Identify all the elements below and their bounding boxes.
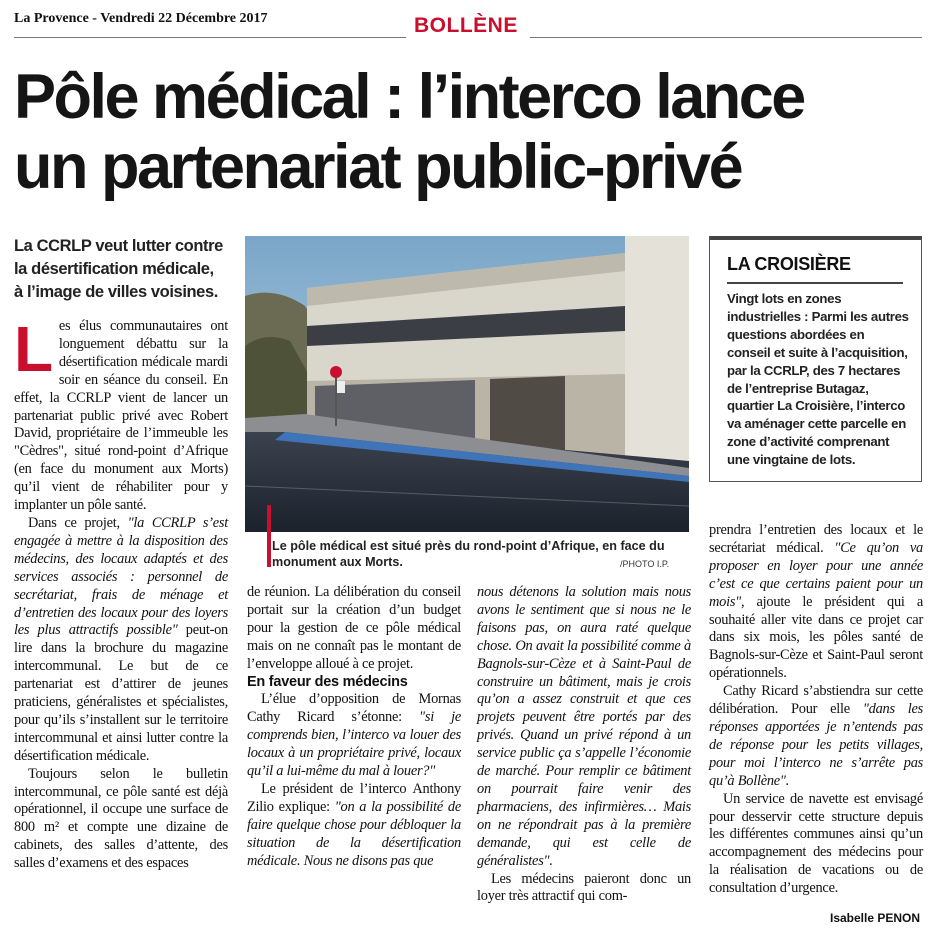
sidebar-box: [709, 236, 922, 482]
lead-line-2: la désertification médicale,: [14, 260, 214, 278]
paragraph: Un service de navette est envisagé pour desservir cette structure depuis les différentes communes ainsi qu’un accompagnement des médecins pour la réalisation de vacations ou de consultation d’urgence.: [709, 790, 923, 897]
headline-line-1: Pôle médical : l’interco lance: [14, 62, 804, 132]
paragraph: Cathy Ricard s’abstiendra sur cette délibération. Pour elle "dans les réponses apportées je n’entends pas de réponse pour les petits villages, pour moi l’interco ne s’arrête pas qu’à Bollène".: [709, 683, 924, 789]
quote: "on a la possibilité de faire quelque chose pour débloquer la situation de la désertification médicale. Nous ne disons pas que: [247, 798, 461, 869]
article-column-1: [14, 313, 229, 873]
sidebar-title: LA CROISIÈRE: [727, 254, 851, 274]
paragraph: de réunion. La délibération du conseil portait sur la création d’un budget pour la gestion de ce pôle médical mais on ne connaît pas le montant de l’enveloppe alloué à ce projet.: [247, 584, 461, 672]
lead-line-1: La CCRLP veut lutter contre: [14, 237, 223, 255]
author-signature: Isabelle PENON: [830, 911, 921, 925]
publication-date: La Provence - Vendredi 22 Décembre 2017: [14, 11, 268, 26]
headline-line-2: un partenariat public-privé: [14, 132, 742, 202]
paragraph: prendra l’entretien des locaux et le secrétariat médical. "Ce qu’on va proposer en loyer pour une année c’est ce que certains paient pour un mois", ajoute le président qui a souhaité aller vite dans ce projet car dans six mois, les pôles santé de Bagnols-sur-Cèze et Saint-Paul seront opérationnels.: [709, 522, 923, 682]
subheading: En faveur des médecins: [247, 673, 408, 690]
quote: "Ce qu’on va proposer en loyer pour une année c’est ce que certains paient pour un mois": [709, 539, 923, 610]
article-column-3: [477, 584, 691, 906]
sidebar-text: Vingt lots en zones industrielles : Parmi les autres questions abordées en conseil et suite à l’acquisition, par la CCRLP, des 7 hectares de l’entreprise Butagaz, quartier La Croisière, l’interco va aménager cette parcelle en zone d’activité comprenant une vingtaine de lots.: [727, 291, 909, 468]
quote: "si je comprends bien, l’interco va louer des locaux à un propriétaire privé, locaux qu’il a lui-même du mal à louer?": [247, 709, 462, 780]
lead-line-3: à l’image de villes voisines.: [14, 283, 218, 301]
caption-accent-bar: [267, 505, 271, 567]
article-column-4: [709, 522, 923, 898]
paragraph: [477, 584, 691, 871]
section-title: BOLLÈNE: [414, 14, 518, 37]
quote: nous détenons la solution mais nous avons le sentiment que si nous ne le faisons pas, on aura raté quelque chose. On avait la possibilité comme à Bagnols-sur-Cèze et à Saint-Paul de construire un bâtiment, mais je crois qu’on a assez construit et que ces projets peuvent être portés par des privés. Quand un privé répond à un service public ça s’appelle l’économie de marché. Pour remplir ce bâtiment on pourrait faire venir des pharmaciens, des infirmières… Mais on ne répondrait pas à la première demande, qui est celle de généralistes".: [477, 584, 691, 869]
sidebar-rule: [727, 282, 903, 284]
lead-paragraph: [14, 235, 236, 304]
header-rule-left: [14, 37, 406, 38]
photo-illustration: [245, 236, 689, 532]
building-photo: [245, 236, 689, 532]
quote: "dans les réponses apportées je n’entends pas de réponse pour les petits villages, pour moi l’interco ne s’arrête pas qu’à Bollène".: [709, 701, 924, 789]
drop-cap: L: [14, 313, 53, 385]
paragraph: Le président de l’interco Anthony Zilio explique: "on a la possibilité de faire quelque chose pour débloquer la situation de la désertification médicale. Nous ne disons pas que: [247, 780, 461, 869]
paragraph: Les médecins paieront donc un loyer très attractif qui com-: [477, 870, 691, 905]
paragraph: L’élue d’opposition de Mornas Cathy Ricard s’étonne: "si je comprends bien, l’interco va louer des locaux à un propriétaire privé, locaux qu’il a lui-même du mal à louer?": [247, 691, 462, 780]
photo-credit: /PHOTO I.P.: [620, 559, 670, 569]
headline: [14, 62, 924, 202]
article-column-2: [247, 584, 461, 871]
header-rule-right: [530, 37, 922, 38]
paragraph: Dans ce projet, "la CCRLP s’est engagée à mettre à la disposition des médecins, des locaux adaptés et des services associés : personnel de secrétariat, frais de ménage et d’entretien des locaux pour des loyers les plus attractifs possible" peut-on lire dans la brochure du magazine intercommunal. Le but de ce partenariat est d’attirer de jeunes praticiens, généralistes et spécialistes, pour qu’ils s’installent sur le territoire intercommunal et ainsi lutter contre la désertification médicale.: [14, 514, 229, 764]
quote: "la CCRLP s’est engagée à mettre à la disposition des médecins, des locaux adaptés et des services associés : personnel de secrétariat, frais de ménage et d’entretien des locaux pour des loyers les plus attractifs possible": [14, 514, 228, 639]
paragraph-intro: Les élus communautaires ont longuement débattu sur la désertification médicale mardi soir en séance du conseil. En effet, la CCRLP vient de lancer un partenariat public privé avec Robert David, propriétaire de l’immeuble les "Cèdres", situé rond-point d’Afrique (en face du monument aux Morts) qu’il vient de réhabiliter pour y implanter un pôle santé.: [14, 313, 228, 514]
photo-caption: Le pôle médical est situé près du rond-point d’Afrique, en face du monument aux Morts.: [272, 539, 665, 569]
paragraph: Toujours selon le bulletin intercommunal, ce pôle santé est déjà opérationnel, il occupe une surface de 800 m² et compte une dizaine de cabinets, des salles d’attente, des salles d’examens et des espaces: [14, 765, 228, 872]
